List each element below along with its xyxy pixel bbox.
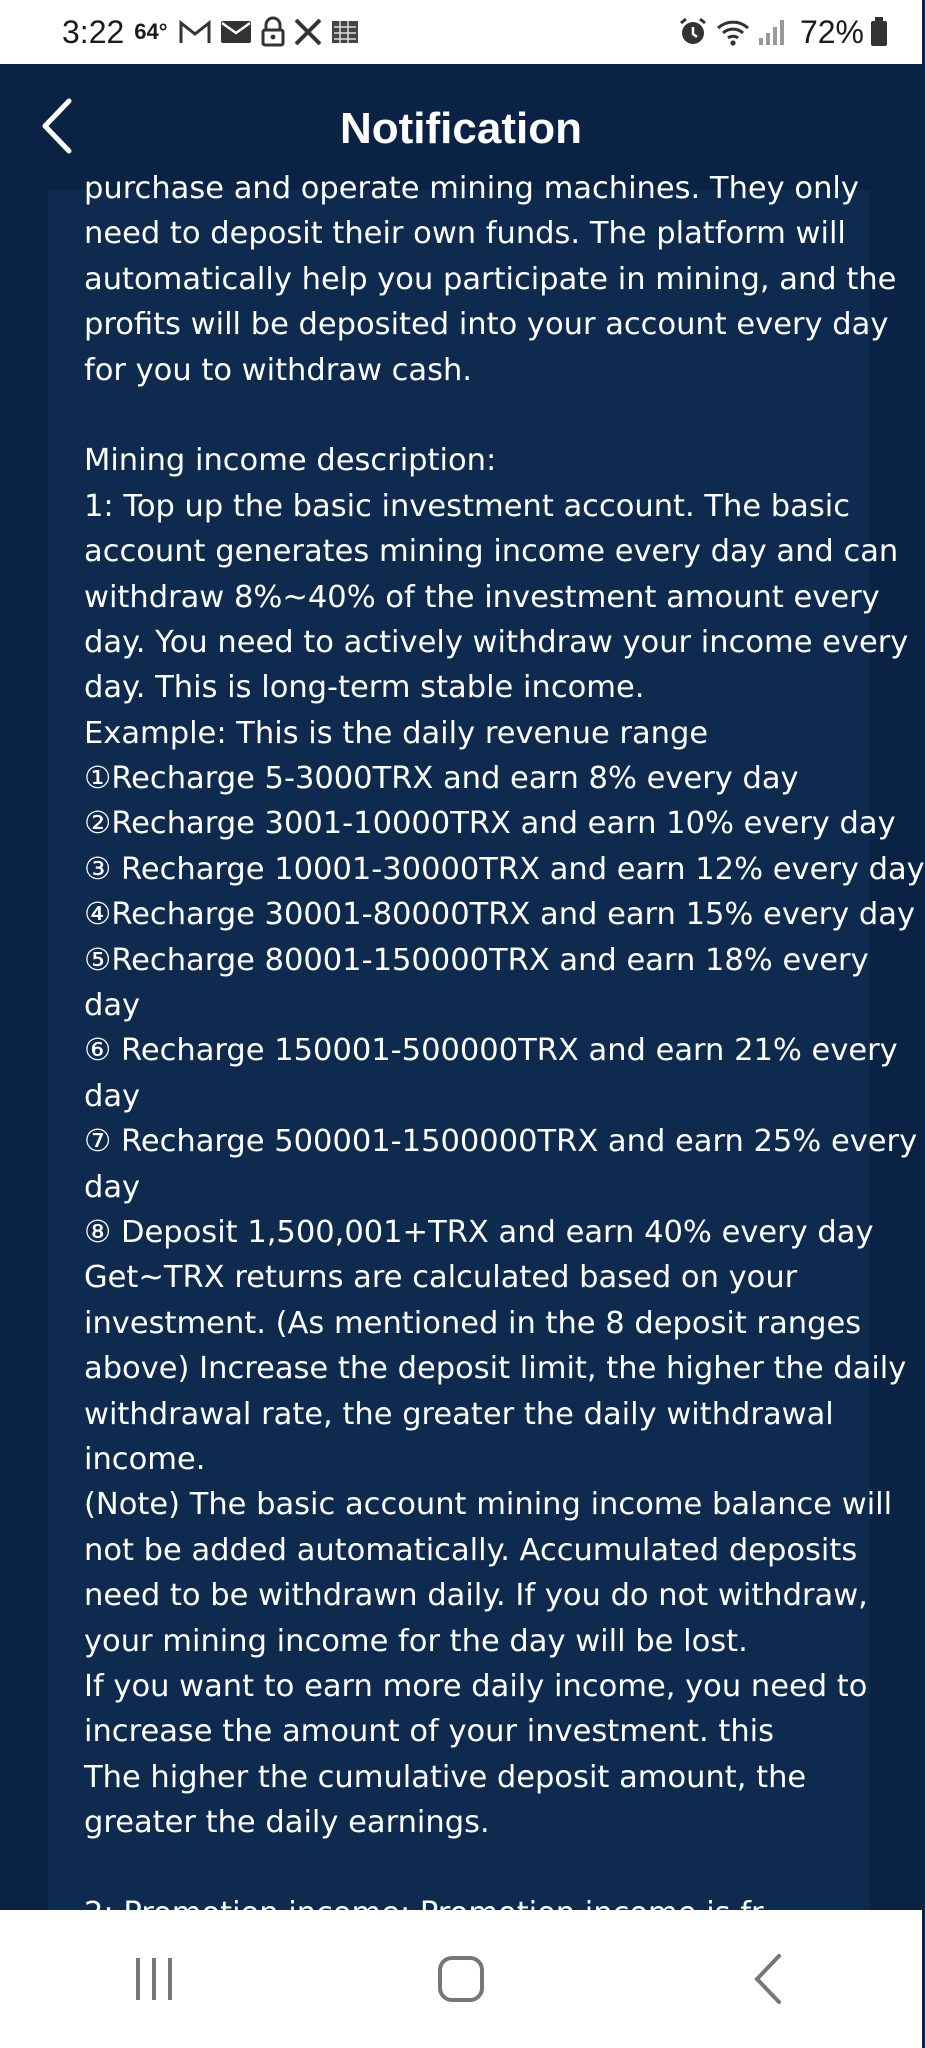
text-line: ④Recharge 30001-80000TRX and earn 15% every day: [84, 897, 916, 933]
text-line: not be added automatically. Accumulated deposits: [84, 1532, 858, 1568]
text-line: ①Recharge 5-3000TRX and earn 8% every day: [84, 761, 799, 797]
text-line: for you to withdraw cash.: [84, 352, 472, 388]
page-title: Notification: [340, 104, 582, 153]
status-temperature: 64°: [134, 19, 168, 44]
paragraph-gap: [84, 393, 864, 438]
nav-back-button[interactable]: [708, 1929, 828, 2029]
text-line: need to be withdrawn daily. If you do not withdraw,: [84, 1578, 868, 1614]
text-line: Get~TRX returns are calculated based on your: [84, 1260, 798, 1296]
text-line: Mining income description:: [84, 443, 497, 479]
text-line: need to deposit their own funds. The platform will: [84, 216, 846, 252]
text-line: withdraw 8%~40% of the investment amount every: [84, 579, 880, 615]
signal-icon: [758, 18, 788, 46]
text-line: day: [84, 1078, 141, 1114]
paragraph-gap: [84, 1845, 864, 1890]
notification-panel[interactable]: [48, 171, 925, 1910]
status-bar-left: [62, 14, 368, 51]
gmail-icon: [178, 19, 212, 45]
text-line: day. You need to actively withdraw your income every: [84, 624, 909, 660]
text-line: Example: This is the daily revenue range: [84, 715, 709, 751]
navigation-bar: [0, 1910, 922, 2048]
text-line: investment. (As mentioned in the 8 deposit ranges: [84, 1305, 862, 1341]
mail-icon: [220, 20, 252, 44]
status-bar: [0, 0, 922, 64]
recent-apps-button[interactable]: [94, 1929, 214, 2029]
app-icon: [330, 17, 360, 47]
text-line: ⑥ Recharge 150001-500000TRX and earn 21% every: [84, 1033, 898, 1069]
text-line: ⑤Recharge 80001-150000TRX and earn 18% every: [84, 942, 869, 978]
wifi-icon: [716, 18, 750, 46]
notification-body: [84, 166, 925, 1936]
text-line: 1: Top up the basic investment account. The basic: [84, 488, 850, 524]
text-line: day: [84, 1169, 141, 1205]
text-line: automatically help you participate in mining, and the: [84, 261, 897, 297]
text-line: day. This is long-term stable income.: [84, 670, 645, 706]
text-line: greater the daily earnings.: [84, 1805, 490, 1841]
text-line: The higher the cumulative deposit amount, the: [84, 1759, 807, 1795]
recent-apps-icon: [132, 1956, 176, 2002]
text-line: day: [84, 988, 141, 1024]
back-icon: [753, 1953, 783, 2005]
text-line: (Note) The basic account mining income balance will: [84, 1487, 893, 1523]
text-line: income.: [84, 1441, 206, 1477]
battery-icon: [870, 17, 888, 47]
text-line: above) Increase the deposit limit, the higher the daily: [84, 1351, 907, 1387]
home-button[interactable]: [401, 1929, 521, 2029]
text-line: withdrawal rate, the greater the daily withdrawal: [84, 1396, 834, 1432]
text-line: account generates mining income every day and can: [84, 534, 899, 570]
text-line: ②Recharge 3001-10000TRX and earn 10% every day: [84, 806, 896, 842]
lock-icon: [260, 17, 286, 47]
text-line: ⑧ Deposit 1,500,001+TRX and earn 40% every day: [84, 1214, 874, 1250]
status-time: 3:22: [62, 13, 125, 50]
x-icon: [294, 18, 322, 46]
text-line: purchase and operate mining machines. They only: [84, 171, 859, 206]
text-line: your mining income for the day will be lost.: [84, 1623, 748, 1659]
text-line: increase the amount of your investment. this: [84, 1714, 775, 1750]
status-bar-right: [678, 14, 896, 51]
battery-level: 72%: [799, 13, 864, 50]
home-icon: [437, 1955, 485, 2003]
text-line: If you want to earn more daily income, you need to: [84, 1668, 868, 1704]
alarm-icon: [678, 17, 708, 47]
text-line: profits will be deposited into your account every day: [84, 307, 889, 343]
text-line: ③ Recharge 10001-30000TRX and earn 12% every day: [84, 851, 925, 887]
text-line: ⑦ Recharge 500001-1500000TRX and earn 25% every: [84, 1124, 918, 1160]
